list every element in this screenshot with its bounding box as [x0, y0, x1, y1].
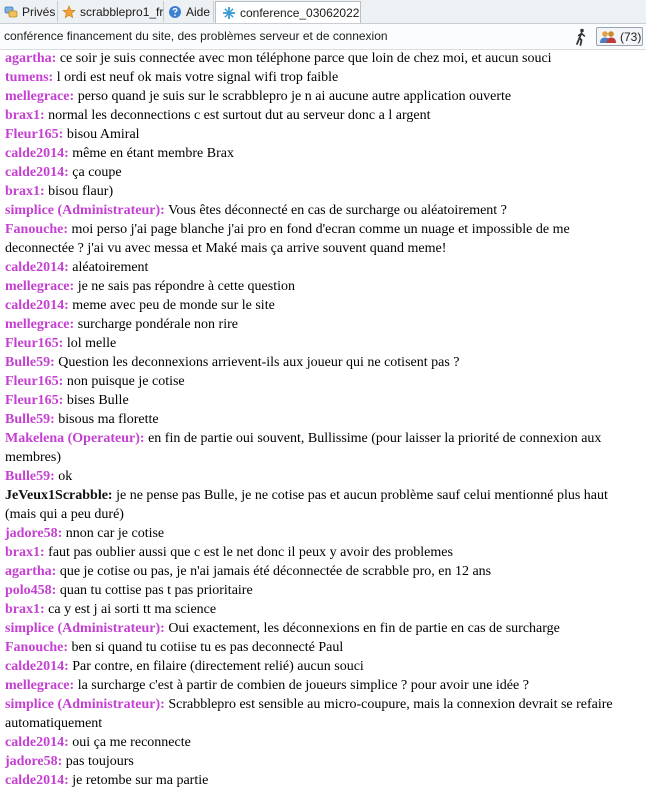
- chat-message: [5, 106, 641, 125]
- tab-label: conference_03062022: [240, 5, 360, 20]
- message-author[interactable]: calde2014:: [5, 146, 69, 161]
- message-author[interactable]: Fleur165:: [5, 336, 64, 351]
- message-author[interactable]: calde2014:: [5, 773, 69, 788]
- message-text: la surcharge c'est à partir de combien de joueurs simplice ? pour avoir une idée ?: [77, 678, 529, 693]
- chat-message: [5, 429, 641, 467]
- chat-message: [5, 733, 641, 752]
- chat-message: [5, 163, 641, 182]
- chat-message: [5, 410, 641, 429]
- message-text: bisous ma florette: [58, 412, 159, 427]
- chat-message: [5, 125, 641, 144]
- message-author[interactable]: Fleur165:: [5, 374, 64, 389]
- message-text: nnon car je cotise: [65, 526, 165, 541]
- users-count-button[interactable]: [596, 27, 643, 46]
- chat-message: [5, 543, 641, 562]
- message-text: lol melle: [66, 336, 117, 351]
- chat-message: [5, 676, 641, 695]
- message-author[interactable]: brax1:: [5, 602, 45, 617]
- chat-message: [5, 182, 641, 201]
- message-text: même en étant membre Brax: [72, 146, 234, 161]
- chat-message: [5, 657, 641, 676]
- message-author[interactable]: Bulle59:: [5, 355, 55, 370]
- message-author[interactable]: calde2014:: [5, 298, 69, 313]
- users-count: (73): [620, 29, 642, 44]
- message-text: moi perso j'ai page blanche j'ai pro en fond d'ecran comme un nuage et impossible de me deconnectée ? j'ai vu avec messa et Maké mais ça arrive souvent quand meme!: [5, 222, 570, 256]
- message-text: bises Bulle: [66, 393, 129, 408]
- chat-message: [5, 49, 641, 68]
- chat-messages: [0, 49, 646, 790]
- chat-message: [5, 372, 641, 391]
- tab-aide[interactable]: [164, 1, 214, 22]
- message-text: Question les deconnexions arrievent-ils aux joueur qui ne cotisent pas ?: [58, 355, 460, 370]
- chat-message: [5, 353, 641, 372]
- message-author[interactable]: tumens:: [5, 70, 54, 85]
- chat-message: [5, 201, 641, 220]
- message-text: normal les deconnections c est surtout dut au serveur donc a l argent: [48, 108, 431, 123]
- chat-message: [5, 562, 641, 581]
- chat-message: [5, 638, 641, 657]
- chat-message: [5, 220, 641, 258]
- chat-message: [5, 334, 641, 353]
- message-author[interactable]: simplice (Administrateur):: [5, 697, 165, 712]
- chat-message: [5, 87, 641, 106]
- message-author[interactable]: mellegrace:: [5, 279, 75, 294]
- message-author[interactable]: jadore58:: [5, 526, 63, 541]
- message-text: perso quand je suis sur le scrabblepro je n ai aucune autre application ouverte: [77, 89, 512, 104]
- message-author[interactable]: agartha:: [5, 51, 57, 66]
- message-author[interactable]: brax1:: [5, 108, 45, 123]
- message-text: ce soir je suis connectée avec mon téléphone parce que loin de chez moi, et aucun souci: [59, 51, 552, 66]
- message-author[interactable]: JeVeux1Scrabble:: [5, 488, 113, 503]
- chat-bubbles-icon: [4, 5, 18, 19]
- message-text: aléatoirement: [72, 260, 149, 275]
- message-author[interactable]: Fanouche:: [5, 640, 68, 655]
- message-text: Oui exactement, les déconnexions en fin de partie en cas de surcharge: [168, 621, 560, 636]
- chat-message: [5, 144, 641, 163]
- message-text: meme avec peu de monde sur le site: [72, 298, 275, 313]
- chat-message: [5, 391, 641, 410]
- message-text: Par contre, en filaire (directement relié) aucun souci: [72, 659, 364, 674]
- chat-message: [5, 467, 641, 486]
- users-icon: [599, 30, 617, 44]
- message-text: l ordi est neuf ok mais votre signal wifi trop faible: [56, 70, 339, 85]
- chat-message: [5, 315, 641, 334]
- message-text: Vous êtes déconnecté en cas de surcharge ou aléatoirement ?: [168, 203, 507, 218]
- message-text: bisou Amiral: [66, 127, 140, 142]
- message-author[interactable]: Bulle59:: [5, 412, 55, 427]
- tab-label: Aide: [186, 4, 211, 19]
- walking-person-icon[interactable]: [572, 28, 590, 46]
- chat-message: [5, 68, 641, 87]
- conference-subject: conférence financement du site, des problèmes serveur et de connexion: [4, 29, 388, 43]
- message-author[interactable]: mellegrace:: [5, 317, 75, 332]
- chat-message: [5, 296, 641, 315]
- message-author[interactable]: Fleur165:: [5, 127, 64, 142]
- message-text: pas toujours: [65, 754, 134, 769]
- chat-message: [5, 600, 641, 619]
- message-author[interactable]: calde2014:: [5, 165, 69, 180]
- chat-message: [5, 258, 641, 277]
- message-text: ça coupe: [72, 165, 122, 180]
- message-author[interactable]: calde2014:: [5, 659, 69, 674]
- message-author[interactable]: Makelena (Operateur):: [5, 431, 145, 446]
- message-text: je ne pense pas Bulle, je ne cotise pas et aucun problème sauf celui mentionné plus haut (mais qui a peu duré): [5, 488, 608, 522]
- chat-message: [5, 619, 641, 638]
- message-text: non puisque je cotise: [66, 374, 185, 389]
- chat-message: [5, 771, 641, 790]
- message-author[interactable]: polo458:: [5, 583, 57, 598]
- message-text: ok: [58, 469, 73, 484]
- conference-subject-bar: [0, 24, 646, 50]
- star-icon: [62, 5, 76, 19]
- chat-message: [5, 486, 641, 524]
- message-author[interactable]: Fleur165:: [5, 393, 64, 408]
- pin-icon: [222, 6, 236, 20]
- tab-label: Privés: [22, 4, 56, 19]
- message-author[interactable]: simplice (Administrateur):: [5, 203, 165, 218]
- message-author[interactable]: brax1:: [5, 184, 45, 199]
- chat-message: [5, 695, 641, 733]
- message-text: ben si quand tu cotiise tu es pas deconnecté Paul: [71, 640, 344, 655]
- message-author[interactable]: mellegrace:: [5, 678, 75, 693]
- tab-scrabblepro1-fr[interactable]: [58, 1, 164, 22]
- message-author[interactable]: simplice (Administrateur):: [5, 621, 165, 636]
- message-author[interactable]: brax1:: [5, 545, 45, 560]
- tab-prives[interactable]: [0, 1, 58, 22]
- message-author[interactable]: Fanouche:: [5, 222, 68, 237]
- message-text: je retombe sur ma partie: [72, 773, 209, 788]
- chat-message: [5, 752, 641, 771]
- message-text: surcharge pondérale non rire: [77, 317, 238, 332]
- tab-conference[interactable]: [215, 1, 361, 23]
- message-author[interactable]: mellegrace:: [5, 89, 75, 104]
- message-text: en fin de partie oui souvent, Bullissime (pour laisser la priorité de connexion aux membres): [5, 431, 602, 465]
- tab-bar: [0, 0, 646, 24]
- message-text: je ne sais pas répondre à cette question: [77, 279, 295, 294]
- tab-label: scrabblepro1_fr: [80, 4, 164, 19]
- message-text: quan tu cottise pas t pas prioritaire: [59, 583, 253, 598]
- message-author[interactable]: calde2014:: [5, 260, 69, 275]
- message-text: ca y est j ai sorti tt ma science: [48, 602, 217, 617]
- message-text: bisou flaur): [48, 184, 114, 199]
- message-text: Scrabblepro est sensible au micro-coupure, mais la connexion devrait se refaire automatiquement: [5, 697, 613, 731]
- chat-message: [5, 581, 641, 600]
- chat-message: [5, 277, 641, 296]
- help-icon: [168, 5, 182, 19]
- message-author[interactable]: agartha:: [5, 564, 57, 579]
- message-text: faut pas oublier aussi que c est le net donc il peux y avoir des problemes: [48, 545, 453, 560]
- chat-message: [5, 524, 641, 543]
- message-text: que je cotise ou pas, je n'ai jamais été déconnectée de scrabble pro, en 12 ans: [59, 564, 492, 579]
- message-author[interactable]: calde2014:: [5, 735, 69, 750]
- message-author[interactable]: jadore58:: [5, 754, 63, 769]
- message-text: oui ça me reconnecte: [72, 735, 191, 750]
- message-author[interactable]: Bulle59:: [5, 469, 55, 484]
